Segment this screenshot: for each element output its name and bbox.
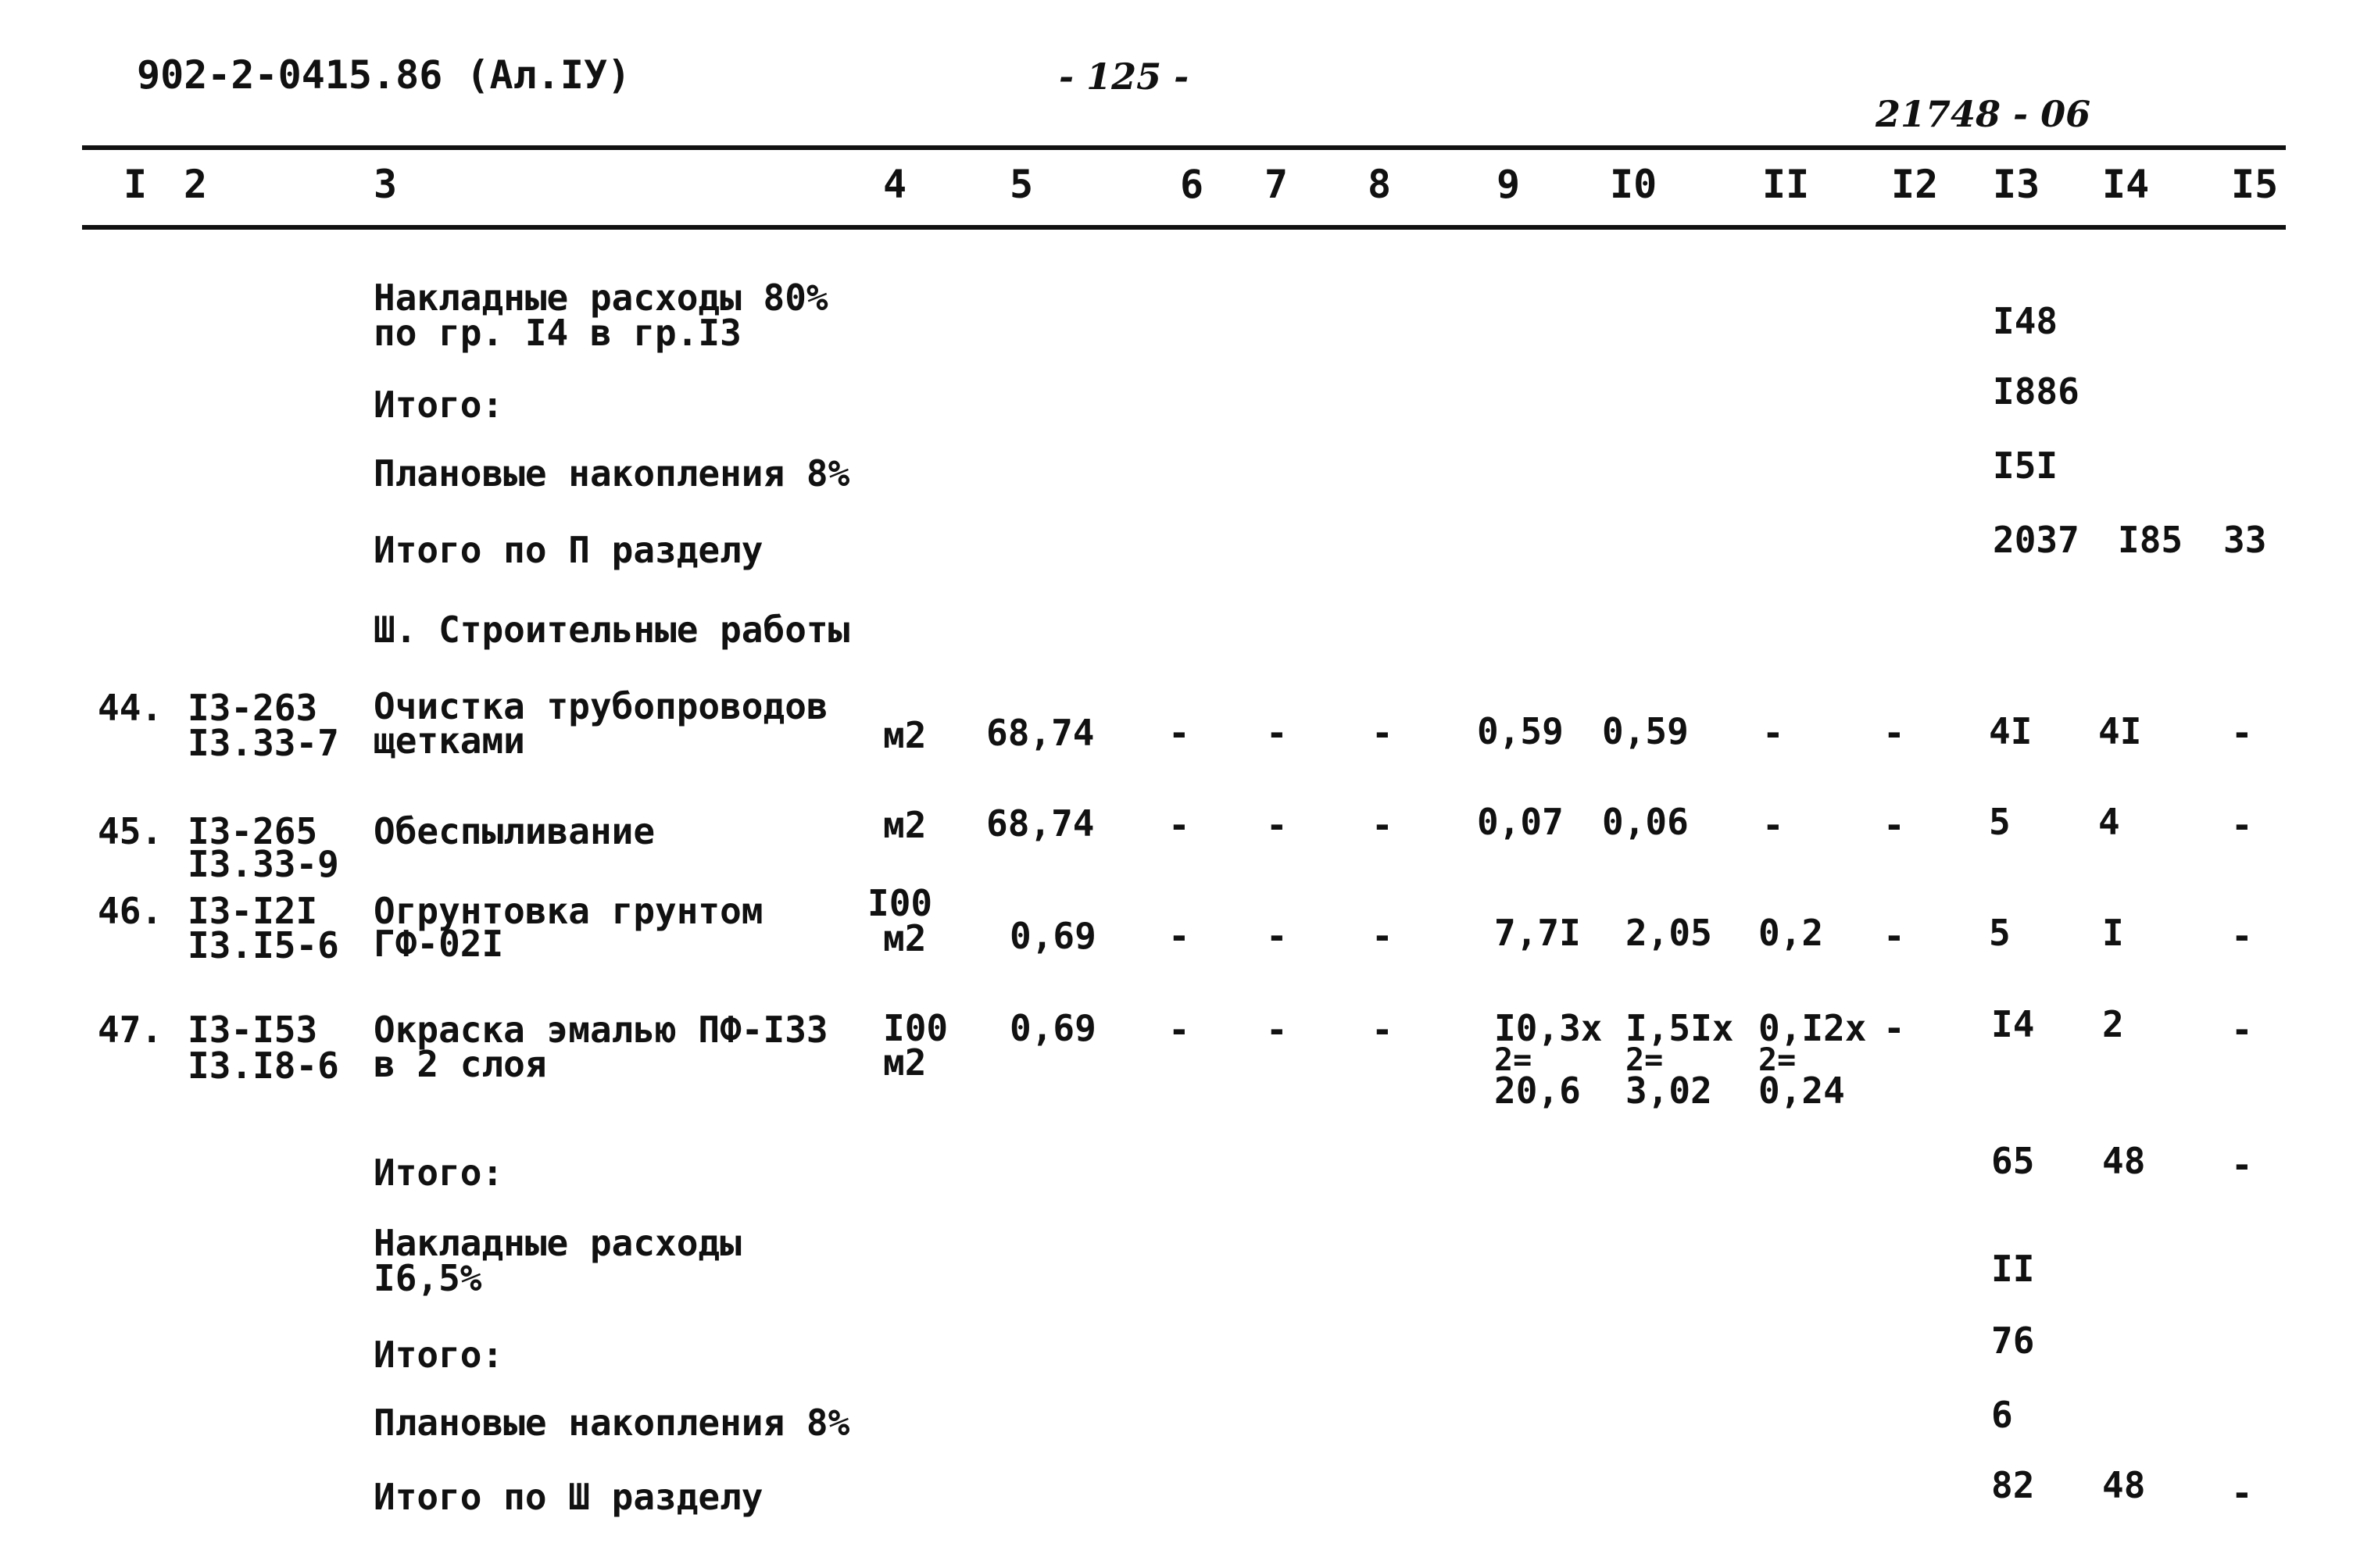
cell-col13: I48 <box>1993 300 2058 342</box>
cell-col13: 82 <box>1991 1464 2035 1506</box>
cell-col15: - <box>2231 1009 2253 1051</box>
cell-col9: 0,59 <box>1477 710 1564 752</box>
unit: м2 <box>883 714 927 756</box>
row-description: по гр. I4 в гр.I3 <box>374 312 742 354</box>
cell-col6: - <box>1168 1009 1190 1051</box>
cell-col11: 2= <box>1758 1042 1797 1078</box>
cell-col13: II <box>1991 1248 2035 1290</box>
cell-col13: 5 <box>1989 912 2011 954</box>
col-header-13: I3 <box>1993 162 2040 207</box>
cell-col14: 48 <box>2102 1140 2146 1182</box>
row-number: 44. <box>98 687 163 729</box>
quantity: 68,74 <box>986 712 1095 754</box>
row-description: Обеспыливание <box>374 810 656 852</box>
cell-col11: 0,24 <box>1758 1070 1845 1112</box>
row-number: 45. <box>98 810 163 852</box>
cell-col10: 2,05 <box>1625 912 1712 954</box>
cell-col10: I,5Iх <box>1625 1007 1734 1049</box>
cell-col6: - <box>1168 804 1190 846</box>
row-description: Итого: <box>374 1152 504 1194</box>
row-number: 46. <box>98 890 163 932</box>
section-heading: Ш. Строительные работы <box>374 609 850 651</box>
row-description: Итого: <box>374 1334 504 1376</box>
col-header-1: I <box>123 162 148 207</box>
col-header-3: 3 <box>374 162 398 207</box>
col-header-10: I0 <box>1610 162 1657 207</box>
cell-col13: 4I <box>1989 710 2033 752</box>
row-number: 47. <box>98 1009 163 1051</box>
rate-code: I3.33-9 <box>188 843 339 885</box>
page-number: - 125 - <box>1059 55 1189 98</box>
row-description: Итого: <box>374 384 504 426</box>
cell-col7: - <box>1266 1009 1288 1051</box>
table-header-rule <box>82 225 2286 230</box>
rate-code: I3-I2I <box>188 890 318 932</box>
cell-col13: I5I <box>1993 445 2058 487</box>
rate-code: I3.I5-6 <box>188 924 339 966</box>
col-header-7: 7 <box>1264 162 1289 207</box>
inventory-number: 21748 - 06 <box>1876 93 2091 135</box>
row-description: Накладные расходы <box>374 1222 742 1264</box>
unit: м2 <box>883 917 927 959</box>
row-description: Очистка трубопроводов <box>374 685 828 727</box>
row-description: Окраска эмалью ПФ-I33 <box>374 1009 828 1051</box>
row-description: Накладные расходы 80% <box>374 277 828 319</box>
cell-col13: I4 <box>1991 1003 2035 1045</box>
cell-col15: - <box>2231 712 2253 754</box>
cell-col9: 0,07 <box>1477 801 1564 843</box>
cell-col15: - <box>2231 804 2253 846</box>
cell-col10: 2= <box>1625 1042 1664 1078</box>
cell-col14: 4I <box>2098 710 2142 752</box>
cell-col9: 2= <box>1494 1042 1532 1078</box>
quantity: 0,69 <box>1010 915 1096 957</box>
cell-col13: 76 <box>1991 1320 2035 1362</box>
cell-col11: - <box>1762 712 1784 754</box>
unit: м2 <box>883 804 927 846</box>
cell-col14: 2 <box>2102 1003 2124 1045</box>
cell-col8: - <box>1371 1009 1393 1051</box>
table-top-rule <box>82 145 2286 150</box>
cell-col9: I0,3х <box>1494 1007 1603 1049</box>
cell-col11: - <box>1762 804 1784 846</box>
rate-code: I3.33-7 <box>188 722 339 764</box>
cell-col8: - <box>1371 915 1393 957</box>
col-header-11: II <box>1762 162 1810 207</box>
cell-col14: I <box>2102 912 2124 954</box>
cell-col7: - <box>1266 712 1288 754</box>
rate-code: I3-265 <box>188 810 318 852</box>
row-description: Итого по П разделу <box>374 529 763 571</box>
unit: I00 <box>883 1007 949 1049</box>
cell-col13: 65 <box>1991 1140 2035 1182</box>
rate-code: I3-I53 <box>188 1009 318 1051</box>
cell-col7: - <box>1266 915 1288 957</box>
row-description: щетками <box>374 720 525 762</box>
cell-col12: - <box>1883 1007 1905 1049</box>
cell-col15: - <box>2231 1144 2253 1186</box>
cell-col10: 0,59 <box>1602 710 1689 752</box>
cell-col12: - <box>1883 915 1905 957</box>
cell-col9: 7,7I <box>1494 912 1581 954</box>
col-header-12: I2 <box>1891 162 1939 207</box>
cell-col10: 0,06 <box>1602 801 1689 843</box>
cell-col15: 33 <box>2223 519 2267 561</box>
cell-col13: I886 <box>1993 370 2079 413</box>
cell-col14: 48 <box>2102 1464 2146 1506</box>
cell-col15: - <box>2231 1472 2253 1514</box>
cell-col8: - <box>1371 804 1393 846</box>
cell-col8: - <box>1371 712 1393 754</box>
cell-col12: - <box>1883 712 1905 754</box>
col-header-14: I4 <box>2102 162 2150 207</box>
cell-col13: 6 <box>1991 1394 2013 1436</box>
col-header-2: 2 <box>184 162 208 207</box>
document-code: 902-2-0415.86 (Ал.IУ) <box>137 52 631 98</box>
row-description: в 2 слоя <box>374 1043 547 1085</box>
cell-col13: 2037 <box>1993 519 2079 561</box>
cell-col15: - <box>2231 915 2253 957</box>
row-description: Плановые накопления 8% <box>374 452 850 495</box>
col-header-6: 6 <box>1180 162 1204 207</box>
quantity: 0,69 <box>1010 1007 1096 1049</box>
cell-col10: 3,02 <box>1625 1070 1712 1112</box>
cell-col9: 20,6 <box>1494 1070 1581 1112</box>
cell-col6: - <box>1168 915 1190 957</box>
rate-code: I3.I8-6 <box>188 1045 339 1087</box>
col-header-9: 9 <box>1497 162 1521 207</box>
row-description: ГФ-02I <box>374 923 504 965</box>
cell-col13: 5 <box>1989 801 2011 843</box>
cell-col12: - <box>1883 804 1905 846</box>
cell-col6: - <box>1168 712 1190 754</box>
row-description: Плановые накопления 8% <box>374 1402 850 1444</box>
row-description: I6,5% <box>374 1257 482 1299</box>
cell-col14: I85 <box>2118 519 2183 561</box>
col-header-4: 4 <box>883 162 907 207</box>
unit: I00 <box>867 882 933 924</box>
cell-col7: - <box>1266 804 1288 846</box>
cell-col14: 4 <box>2098 801 2120 843</box>
row-description: Огрунтовка грунтом <box>374 890 763 932</box>
col-header-8: 8 <box>1368 162 1392 207</box>
quantity: 68,74 <box>986 802 1095 845</box>
rate-code: I3-263 <box>188 687 318 729</box>
cell-col11: 0,I2х <box>1758 1007 1867 1049</box>
row-description: Итого по Ш разделу <box>374 1476 763 1518</box>
col-header-15: I5 <box>2231 162 2279 207</box>
cell-col11: 0,2 <box>1758 912 1824 954</box>
col-header-5: 5 <box>1010 162 1034 207</box>
unit: м2 <box>883 1041 927 1084</box>
